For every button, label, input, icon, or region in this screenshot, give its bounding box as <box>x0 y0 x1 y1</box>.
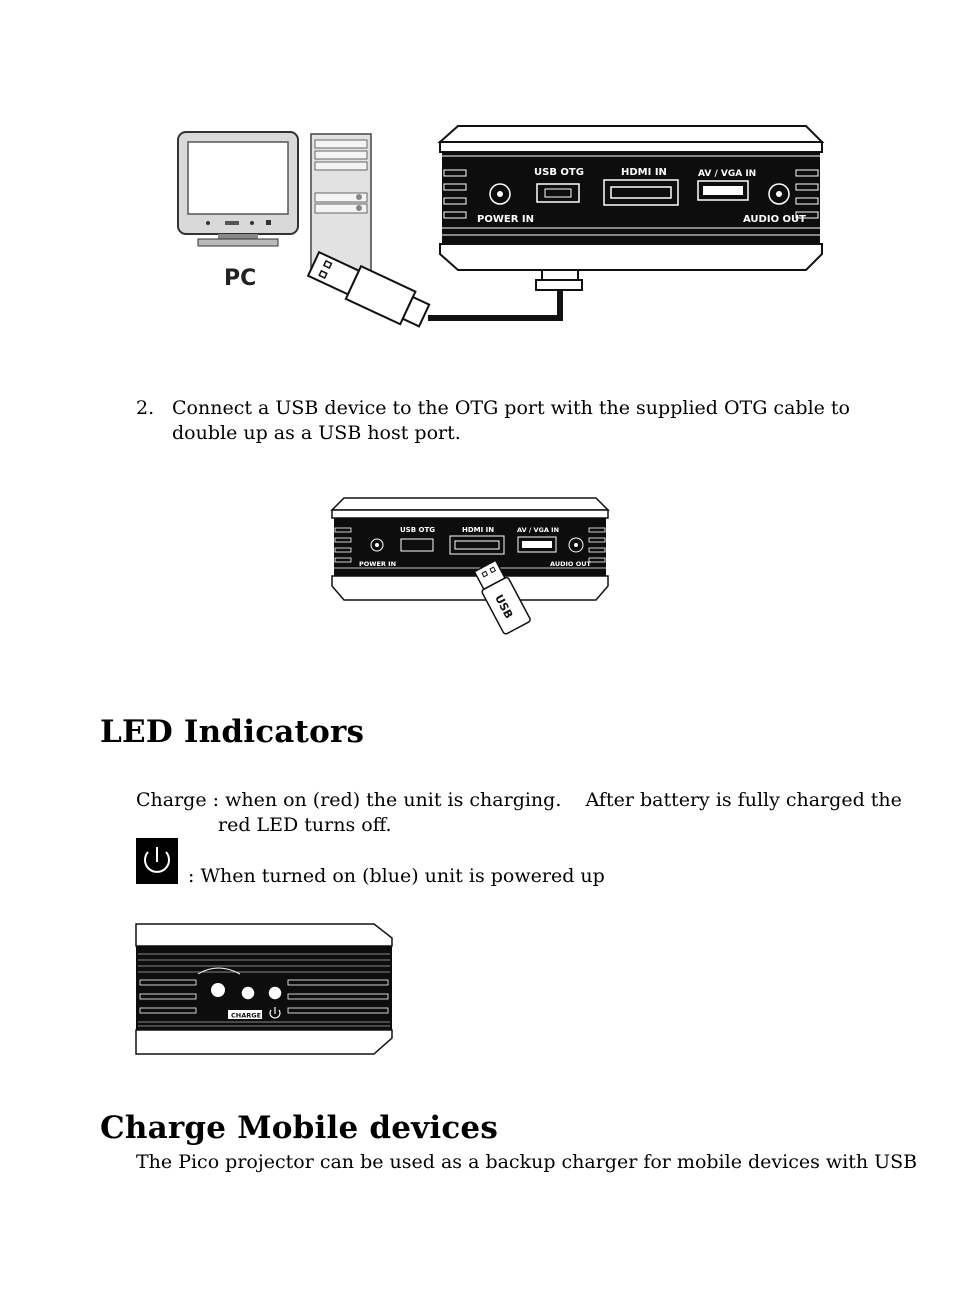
led-indicators-heading: LED Indicators <box>100 714 365 750</box>
svg-text:AUDIO OUT: AUDIO OUT <box>743 214 806 225</box>
projector-front-panel <box>440 126 822 270</box>
charge-description-line1: Charge : when on (red) the unit is charging. After battery is fully charged the <box>136 789 902 811</box>
step-text-line2: double up as a USB host port. <box>172 422 461 444</box>
step-number: 2. <box>136 397 155 419</box>
charge-description-line2: red LED turns off. <box>218 814 392 836</box>
svg-text:POWER IN: POWER IN <box>477 214 534 225</box>
svg-text:HDMI IN: HDMI IN <box>462 526 495 534</box>
svg-text:CHARGE: CHARGE <box>231 1011 262 1020</box>
step-text-line1: Connect a USB device to the OTG port with the supplied OTG cable to <box>172 397 850 419</box>
power-led <box>268 986 282 1000</box>
led-panel-diagram <box>134 922 396 1060</box>
charge-mobile-heading: Charge Mobile devices <box>100 1110 498 1146</box>
svg-text:USB: USB <box>492 592 516 621</box>
charge-mobile-text: The Pico projector can be used as a backup charger for mobile devices with USB <box>136 1151 918 1173</box>
svg-text:AV / VGA IN: AV / VGA IN <box>517 526 560 534</box>
led-light <box>211 983 225 997</box>
svg-text:USB OTG: USB OTG <box>534 167 584 178</box>
monitor-illustration <box>178 132 298 246</box>
svg-text:POWER IN: POWER IN <box>359 560 397 568</box>
power-icon <box>136 838 178 884</box>
svg-text:USB OTG: USB OTG <box>400 526 435 534</box>
charge-led <box>241 986 255 1000</box>
svg-text:AV / VGA IN: AV / VGA IN <box>698 169 757 179</box>
svg-text:HDMI IN: HDMI IN <box>621 167 667 178</box>
usb-device-diagram <box>330 494 612 644</box>
power-led-description: : When turned on (blue) unit is powered up <box>188 865 605 887</box>
svg-text:AUDIO OUT: AUDIO OUT <box>550 560 591 568</box>
pc-connection-diagram <box>170 120 830 345</box>
pc-label: PC <box>224 266 257 291</box>
